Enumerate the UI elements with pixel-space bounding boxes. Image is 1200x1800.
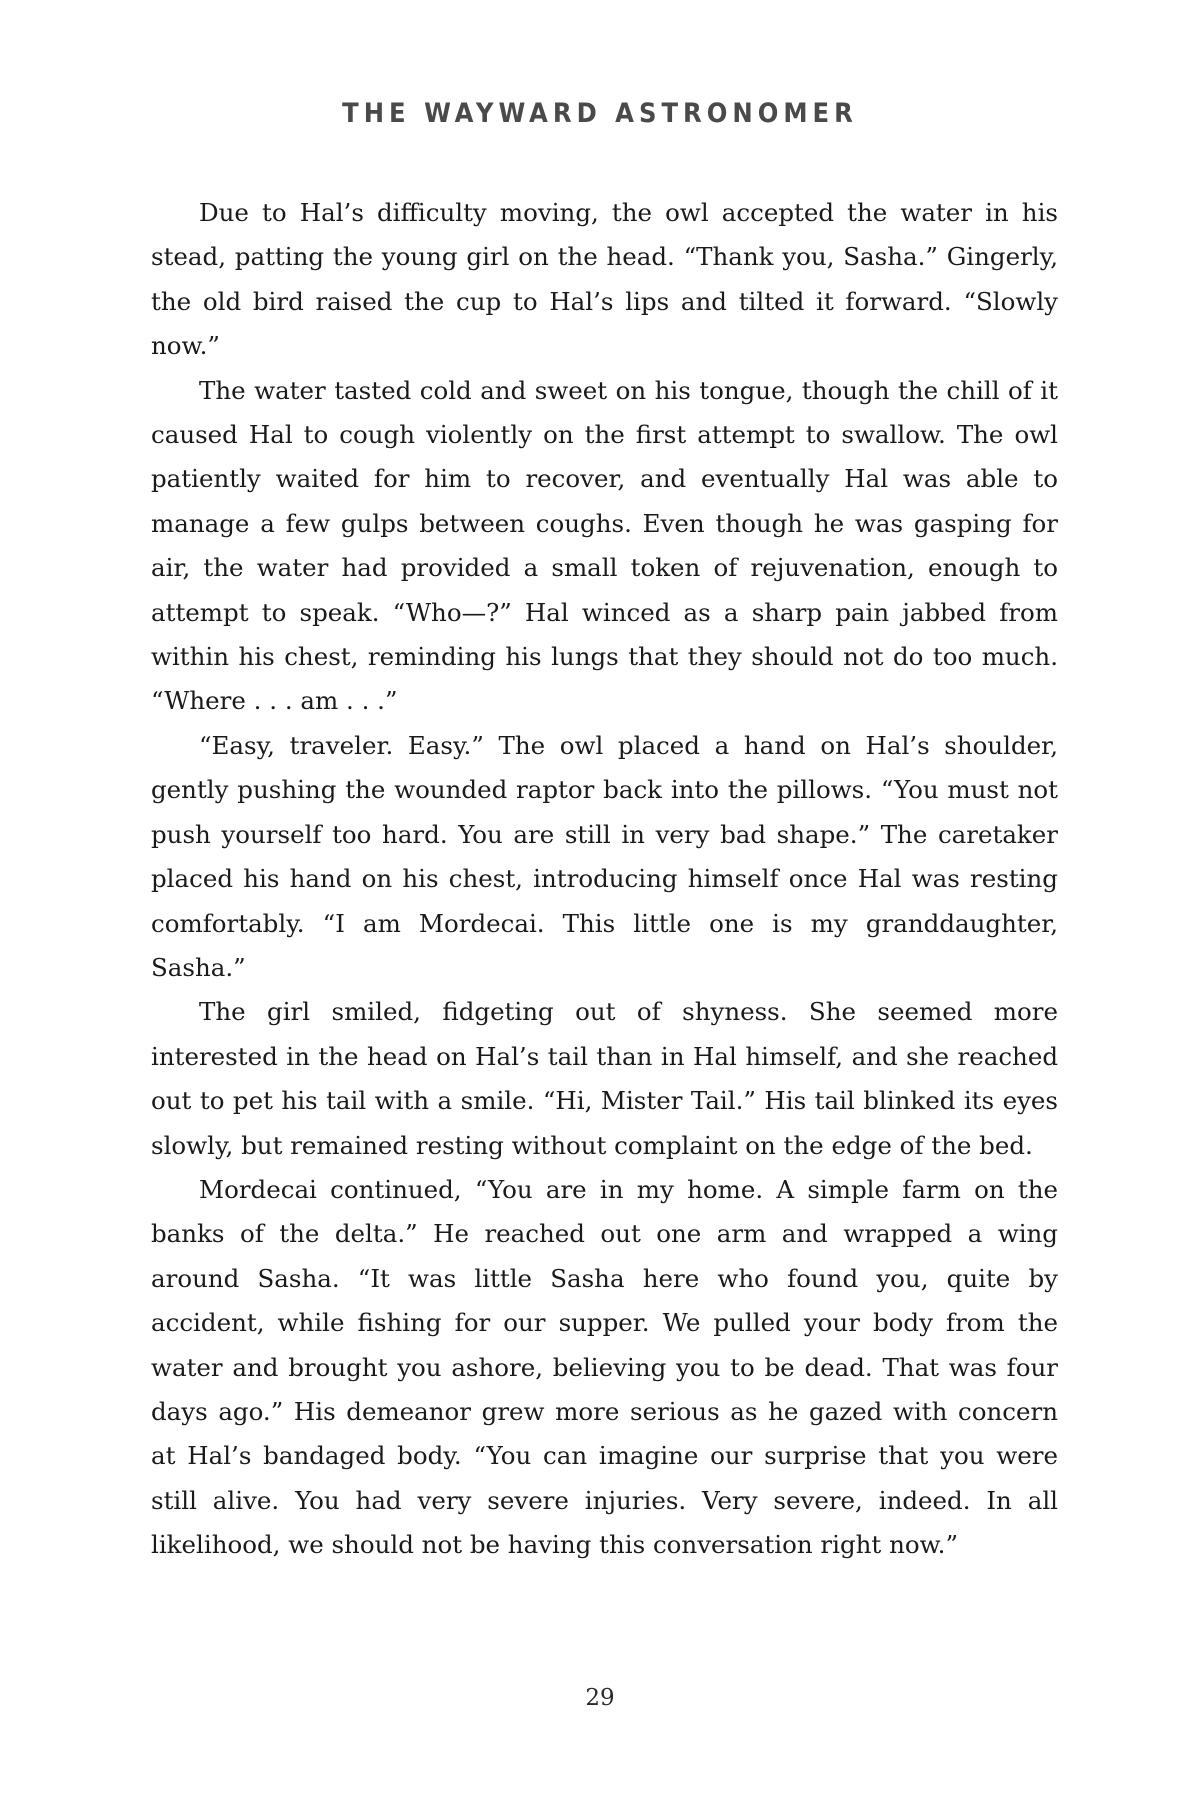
- paragraph-1: Due to Hal’s difficulty moving, the owl accepted the water in his stead, patting the young girl on the head. “Thank you, Sasha.” Gingerly, the old bird raised the cup to Hal’s lips and tilted it forward. “Slowly now.”: [151, 198, 1058, 361]
- running-head: THE WAYWARD ASTRONOMER: [342, 98, 858, 129]
- paragraph-3: “Easy, traveler. Easy.” The owl placed a hand on Hal’s shoulder, gently pushing the wounded raptor back into the pillows. “You must not push yourself too hard. You are still in very bad shape.” The caretaker placed his hand on his chest, introducing himself once Hal was resting comfortably. “I am Mordecai. This little one is my granddaughter, Sasha.”: [151, 730, 1058, 982]
- body-text: [151, 191, 1058, 1568]
- paragraph-4: The girl smiled, fidgeting out of shyness. She seemed more interested in the head on Hal’s tail than in Hal himself, and she reached out to pet his tail with a smile. “Hi, Mister Tail.” His tail blinked its eyes slowly, but remained resting without complaint on the edge of the bed.: [151, 997, 1058, 1160]
- page-number: 29: [585, 1685, 615, 1711]
- paragraph-5: Mordecai continued, “You are in my home. A simple farm on the banks of the delta.” He reached out one arm and wrapped a wing around Sasha. “It was little Sasha here who found you, quite by accident, while fishing for our supper. We pulled your body from the water and brought you ashore, believing you to be dead. That was four days ago.” His demeanor grew more serious as he gazed with concern at Hal’s bandaged body. “You can imagine our surprise that you were still alive. You had very severe injuries. Very severe, indeed. In all likelihood, we should not be having this conversation right now.”: [151, 1174, 1058, 1560]
- paragraph-2: The water tasted cold and sweet on his tongue, though the chill of it caused Hal to cough violently on the first attempt to swallow. The owl patiently waited for him to recover, and eventually Hal was able to manage a few gulps between coughs. Even though he was gasping for air, the water had provided a small token of rejuvenation, enough to attempt to speak. “Who—?” Hal winced as a sharp pain jabbed from within his chest, reminding his lungs that they should not do too much. “Where . . . am . . .”: [151, 375, 1058, 716]
